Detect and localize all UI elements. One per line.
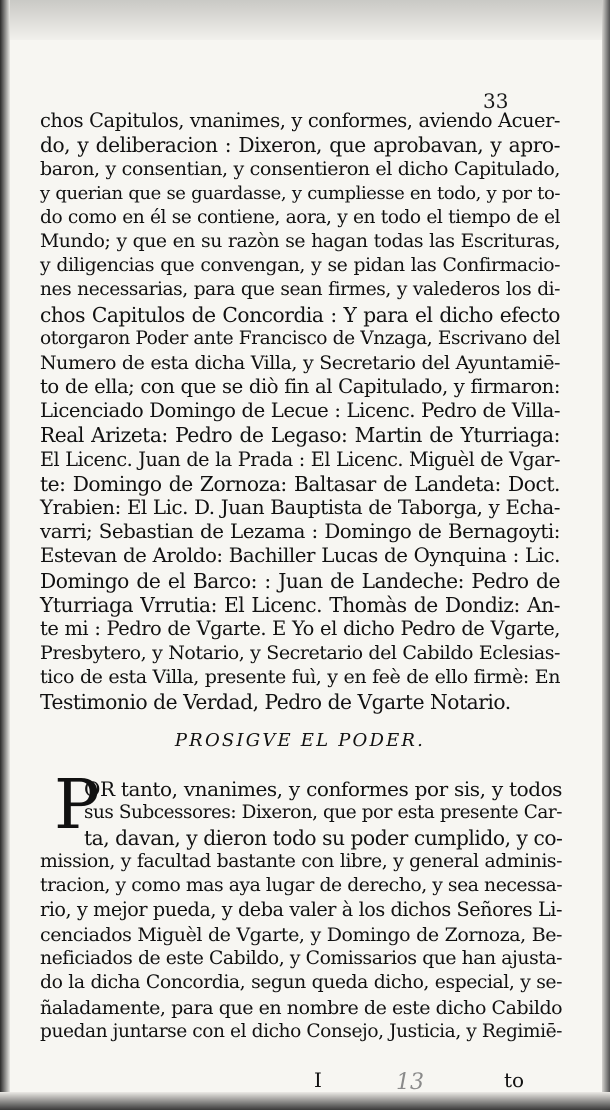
body-text-line: tico de esta Villa, presente fuì, y en feè de ello firmè: En <box>40 666 560 689</box>
section-text-line: ta, davan, y dieron todo su poder cumplido, y co- <box>84 825 563 850</box>
section-text-line: tracion, y como mas aya lugar de derecho, y sea necessa- <box>40 875 563 897</box>
page-number: 33 <box>483 89 509 113</box>
section-text-line: ñaladamente, para que en nombre de este dicho Cabildo <box>40 996 563 1019</box>
catchword: to <box>504 1068 525 1092</box>
section-text-line: sus Subcessores: Dixeron, que por esta presente Car- <box>84 802 562 824</box>
section-text-line: cenciados Miguèl de Vgarte, y Domingo de Zornoza, Be- <box>40 923 562 946</box>
body-text-line: y querian que se guardasse, y cumpliesse en todo, y por to- <box>40 182 560 204</box>
section-text-line: puedan juntarse con el dicho Consejo, Justicia, y Regimiē- <box>40 1020 562 1042</box>
signature-mark: I <box>314 1068 322 1092</box>
body-text-line: otorgaron Poder ante Francisco de Vnzaga, Escrivano del <box>40 327 560 349</box>
body-text-line: Yrabien: El Lic. D. Juan Bauptista de Taborga, y Echa- <box>40 496 560 519</box>
body-text-line: Estevan de Aroldo: Bachiller Lucas de Oynquina : Lic. <box>40 544 560 568</box>
body-text-line: te mi : Pedro de Vgarte. E Yo el dicho Pedro de Vgarte, <box>40 616 560 640</box>
body-text-line: y diligencias que convengan, y se pidan las Confirmacio- <box>40 255 560 277</box>
body-text-line: Yturriaga Vrrutia: El Licenc. Thomàs de Dondiz: An- <box>40 592 560 617</box>
body-text-line: Testimonio de Verdad, Pedro de Vgarte Notario. <box>40 689 511 714</box>
page-bottom-edge-shadow <box>0 1092 610 1110</box>
page-right-edge-shadow <box>602 0 610 1110</box>
body-text-line: Numero de esta dicha Villa, y Secretario del Ayuntamiē- <box>40 351 560 374</box>
section-body-text <box>40 777 562 1044</box>
body-text-line: chos Capitulos de Concordia : Y para el dicho efecto <box>40 302 560 327</box>
body-text <box>40 109 560 714</box>
page-left-edge-shadow <box>0 0 10 1110</box>
body-text-line: varri; Sebastian de Lezama : Domingo de Bernagoyti: <box>40 520 560 544</box>
body-text-line: te: Domingo de Zornoza: Baltasar de Landeta: Doct. <box>40 471 560 496</box>
section-text-line: do la dicha Concordia, segun queda dicho, especial, y se- <box>40 972 562 994</box>
body-text-line: El Licenc. Juan de la Prada : El Licenc. Miguèl de Vgar- <box>40 447 560 471</box>
section-text-line: rio, y mejor pueda, y deba valer à los dichos Señores Li- <box>40 898 562 922</box>
body-text-line: Domingo de el Barco: : Juan de Landeche: Pedro de <box>40 568 560 593</box>
body-text-line: chos Capitulos, vnanimes, y conformes, aviendo Acuer- <box>40 109 560 132</box>
section-text-line: OR tanto, vnanimes, y conformes por sis, y todos <box>84 777 562 801</box>
body-text-line: to de ella; con que se diò fin al Capitulado, y firmaron: <box>40 375 560 399</box>
section-text-line: neficiados de este Cabildo, y Comissarios que han ajusta- <box>40 948 562 970</box>
section-heading: PROSIGVE EL PODER. <box>174 730 426 751</box>
body-text-line: do, y deliberacion : Dixeron, que aprobavan, y apro- <box>40 133 560 158</box>
body-text-line: Mundo; y que en su razòn se hagan todas las Escrituras, <box>40 230 560 252</box>
body-text-line: baron, y consentian, y consentieron el dicho Capitulado, <box>40 158 560 181</box>
section-text-line: mission, y facultad bastante con libre, y general adminis- <box>40 850 562 872</box>
body-text-line: Licenciado Domingo de Lecue : Licenc. Pedro de Villa- <box>40 399 560 423</box>
drop-cap-initial: P <box>54 766 100 845</box>
body-text-line: Real Arizeta: Pedro de Legaso: Martin de Yturriaga: <box>40 423 560 448</box>
page-top-edge-shadow <box>0 0 610 40</box>
body-text-line: nes necessarias, para que sean firmes, y valederos los di- <box>40 279 560 301</box>
handwritten-page-note: 13 <box>396 1070 424 1095</box>
body-text-line: Presbytero, y Notario, y Secretario del Cabildo Eclesias- <box>40 642 560 665</box>
body-text-line: do como en él se contiene, aora, y en todo el tiempo de el <box>40 206 560 228</box>
